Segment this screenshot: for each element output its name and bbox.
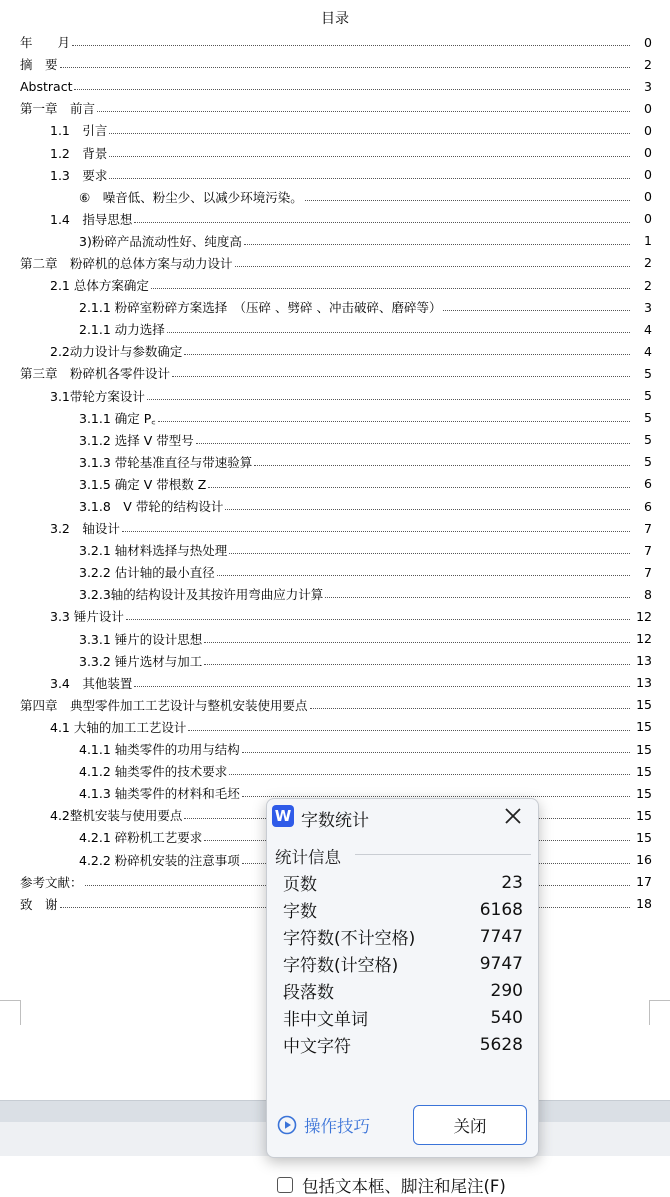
toc-entry[interactable] [0,208,670,230]
toc-entry-page: 1 [644,233,652,249]
toc-entry[interactable] [0,407,670,429]
toc-entry[interactable] [0,164,670,186]
tips-label[interactable]: 操作技巧 [304,1117,370,1136]
toc-entry-page: 0 [644,167,652,183]
toc-leader-dots [126,619,630,620]
dialog-title: 字数统计 [301,811,369,831]
toc-leader-dots [310,708,630,709]
toc-entry-label[interactable]: 第二章 粉碎机的总体方案与动力设计 [20,255,233,271]
crop-mark-left-vertical [20,1000,21,1025]
toc-leader-dots [184,354,630,355]
toc-entry-label[interactable]: 3.3.2 锤片选材与加工 [79,653,203,669]
dialog-header [267,799,538,835]
toc-leader-dots [167,332,630,333]
toc-entry-label[interactable]: 3.1.8 V 带轮的结构设计 [79,499,224,515]
toc-entry-page: 12 [636,608,652,624]
tips-link[interactable] [277,1113,370,1137]
toc-entry-page: 15 [636,719,652,735]
toc-entry-page: 15 [636,763,652,779]
stat-row [283,896,523,923]
toc-entry-label[interactable]: 3.4 其他装置 [50,675,133,691]
toc-entry-page: 5 [644,410,652,426]
toc-entry-label[interactable]: 4.2.2 粉碎机安装的注意事项 [79,852,240,868]
stats-list [283,869,523,1058]
toc-entry-label[interactable]: 年 月 [20,35,71,51]
toc-entry-label[interactable]: Abstract [20,78,73,94]
toc-entry-page: 12 [636,631,652,647]
toc-leader-dots [204,642,630,643]
toc-entry[interactable] [0,53,670,75]
toc-entry-label[interactable]: 3.1.5 确定 V 带根数 Z [79,476,207,492]
toc-entry-label[interactable]: 4.1.1 轴类零件的功用与结构 [79,742,240,758]
toc-leader-dots [122,531,630,532]
toc-leader-dots [443,310,630,311]
stat-row [283,1004,523,1031]
toc-entry-label[interactable]: 2.2动力设计与参数确定 [50,344,183,360]
toc-entry-page: 6 [644,476,652,492]
toc-entry-page: 18 [636,896,652,912]
toc-entry-label[interactable]: 3.1.2 选择 V 带型号 [79,432,194,448]
toc-entry-page: 2 [644,255,652,271]
toc-entry-page: 4 [644,321,652,337]
stat-value: 5628 [479,1034,523,1055]
toc-entry[interactable] [0,539,670,561]
toc-entry-label[interactable]: 3.1.3 带轮基准直径与带速验算 [79,454,253,470]
stat-label: 页数 [283,875,317,895]
section-title: 统计信息 [275,848,341,867]
toc-entry[interactable] [0,97,670,119]
toc-entry-label[interactable]: 3.3.1 锤片的设计思想 [79,631,203,647]
toc-entry[interactable] [0,451,670,473]
toc-leader-dots [196,443,630,444]
toc-leader-dots [72,45,630,46]
toc-entry[interactable] [0,517,670,539]
toc-entry-label[interactable]: 第一章 前言 [20,101,96,117]
toc-leader-dots [172,376,630,377]
toc-entry-page: 13 [636,653,652,669]
toc-entry-page: 15 [636,741,652,757]
toc-entry-label[interactable]: 4.2整机安装与使用要点 [50,808,183,824]
toc-entry[interactable] [0,252,670,274]
stat-label: 中文字符 [283,1037,351,1057]
toc-entry-page: 6 [644,498,652,514]
stat-row [283,869,523,896]
toc-entry-label[interactable]: ⑥ 噪音低、粉尘少、以减少环境污染。 [79,189,303,205]
stat-row [283,977,523,1004]
toc-leader-dots [305,200,630,201]
toc-entry[interactable] [0,694,670,716]
toc-leader-dots [109,133,630,134]
toc-entry-label[interactable]: 1.2 背景 [50,145,108,161]
toc-entry[interactable] [0,31,670,53]
toc-entry-page: 15 [636,807,652,823]
toc-entry-page: 15 [636,785,652,801]
stat-value: 7747 [479,926,523,947]
toc-entry[interactable] [0,119,670,141]
toc-leader-dots [208,487,630,488]
toc-entry-label[interactable]: 3.2.3轴的结构设计及其按许用弯曲应力计算 [79,587,324,603]
toc-entry-page: 2 [644,56,652,72]
toc-entry-page: 8 [644,586,652,602]
toc-entry[interactable] [0,561,670,583]
toc-entry[interactable] [0,473,670,495]
table-of-contents [0,31,670,915]
toc-leader-dots [158,421,630,422]
toc-entry-label[interactable]: 摘 要 [20,57,58,73]
stat-row [283,1031,523,1058]
toc-entry-label[interactable]: 3.2.1 轴材料选择与热处理 [79,543,228,559]
toc-entry[interactable] [0,318,670,340]
toc-leader-dots [151,288,630,289]
include-checkbox-row[interactable] [277,1173,506,1197]
toc-entry-label[interactable]: 2.1.1 动力选择 [79,322,165,338]
toc-leader-dots [109,156,630,157]
include-checkbox-label[interactable]: 包括文本框、脚注和尾注(F) [302,1177,506,1196]
toc-entry-label[interactable]: 2.1 总体方案确定 [50,278,149,294]
toc-entry[interactable] [0,583,670,605]
toc-entry[interactable] [0,605,670,627]
toc-leader-dots [74,89,630,90]
toc-entry-page: 5 [644,388,652,404]
toc-leader-dots [204,664,630,665]
word-count-dialog [266,798,539,1196]
toc-entry-page: 5 [644,365,652,381]
toc-entry-label[interactable]: 1.1 引言 [50,123,108,139]
toc-entry[interactable] [0,628,670,650]
toc-entry-label[interactable]: 3.1带轮方案设计 [50,388,145,404]
toc-entry-page: 0 [644,100,652,116]
toc-entry-label[interactable]: 4.1.2 轴类零件的技术要求 [79,764,228,780]
toc-entry-page: 3 [644,299,652,315]
toc-entry[interactable] [0,340,670,362]
toc-entry-page: 7 [644,564,652,580]
toc-entry[interactable] [0,362,670,384]
toc-entry-label[interactable]: 3)粉碎产品流动性好、纯度高 [79,233,242,249]
toc-entry[interactable] [0,385,670,407]
wps-writer-icon: W [272,805,294,827]
toc-entry-page: 0 [644,34,652,50]
toc-entry-label[interactable]: 1.4 指导思想 [50,211,133,227]
toc-entry-label[interactable]: 3.2.2 估计轴的最小直径 [79,565,215,581]
toc-entry-page: 16 [636,852,652,868]
toc-leader-dots [147,399,630,400]
crop-mark-right-vertical [649,1000,650,1025]
toc-entry-page: 5 [644,454,652,470]
stat-row [283,950,523,977]
toc-entry-label[interactable]: 致 谢 [20,896,58,912]
toc-entry-label[interactable]: 2.1.1 粉碎室粉碎方案选择 （压碎 、劈碎 、冲击破碎、磨碎等） [79,300,442,316]
toc-leader-dots [254,465,630,466]
toc-entry-page: 2 [644,277,652,293]
stat-label: 字数 [283,902,317,922]
toc-title: 目录 [321,11,349,27]
toc-entry-label[interactable]: 1.3 要求 [50,167,108,183]
toc-leader-dots [325,597,630,598]
stat-value: 290 [490,980,523,1001]
toc-leader-dots [225,509,630,510]
toc-leader-dots [134,222,630,223]
toc-leader-dots [109,178,630,179]
toc-entry-page: 13 [636,675,652,691]
stat-label: 字符数(不计空格) [283,929,416,949]
section-divider [355,854,531,855]
crop-mark-left [0,1000,20,1001]
stat-label: 非中文单词 [283,1010,368,1030]
toc-entry-page: 3 [644,78,652,94]
toc-entry[interactable] [0,230,670,252]
toc-entry[interactable] [0,650,670,672]
stat-label: 字符数(计空格) [283,956,399,976]
dialog-footer [267,1101,538,1151]
toc-entry-page: 4 [644,343,652,359]
toc-entry[interactable] [0,296,670,318]
toc-entry-page: 5 [644,432,652,448]
toc-entry-page: 15 [636,829,652,845]
toc-leader-dots [188,730,630,731]
include-checkbox[interactable] [277,1177,293,1193]
toc-entry-label[interactable]: 4.2.1 碎粉机工艺要求 [79,830,203,846]
toc-entry-label[interactable]: 3.3 锤片设计 [50,609,124,625]
toc-leader-dots [229,774,630,775]
toc-entry-label[interactable]: 4.1.3 轴类零件的材料和毛坯 [79,786,240,802]
toc-entry-page: 0 [644,145,652,161]
toc-leader-dots [134,686,630,687]
toc-entry[interactable] [0,274,670,296]
toc-leader-dots [60,67,630,68]
toc-entry[interactable] [0,672,670,694]
stat-value: 6168 [479,899,523,920]
toc-entry[interactable] [0,738,670,760]
toc-leader-dots [217,575,630,576]
toc-entry[interactable] [0,716,670,738]
toc-entry-label[interactable]: 3.2 轴设计 [50,521,120,537]
play-circle-icon [277,1115,297,1135]
toc-entry-page: 0 [644,122,652,138]
stat-value: 23 [501,872,523,893]
stat-row [283,923,523,950]
toc-entry-page: 7 [644,542,652,558]
toc-entry-page: 7 [644,520,652,536]
toc-entry[interactable] [0,141,670,163]
toc-entry-label[interactable]: 4.1 大轴的加工工艺设计 [50,719,187,735]
close-icon[interactable] [502,805,524,827]
toc-entry-label[interactable]: 第三章 粉碎机各零件设计 [20,366,171,382]
close-button[interactable]: 关闭 [413,1105,527,1145]
toc-entry[interactable] [0,186,670,208]
toc-leader-dots [97,111,630,112]
toc-entry[interactable] [0,429,670,451]
stat-value: 540 [490,1007,523,1028]
toc-leader-dots [242,752,630,753]
stat-label: 段落数 [283,983,334,1003]
toc-entry[interactable] [0,760,670,782]
toc-entry-page: 15 [636,697,652,713]
toc-entry-page: 0 [644,189,652,205]
toc-entry-page: 0 [644,211,652,227]
toc-entry-label[interactable]: 3.1.1 确定 P꜀ [79,410,156,426]
toc-entry[interactable] [0,75,670,97]
toc-entry-label[interactable]: 第四章 典型零件加工工艺设计与整机安装使用要点 [20,697,308,713]
toc-leader-dots [229,553,630,554]
toc-leader-dots [244,244,630,245]
crop-mark-right [650,1000,670,1001]
toc-entry-label[interactable]: 参考文献： [20,874,83,890]
toc-entry-page: 17 [636,874,652,890]
toc-leader-dots [235,266,630,267]
stat-value: 9747 [479,953,523,974]
toc-entry[interactable] [0,495,670,517]
